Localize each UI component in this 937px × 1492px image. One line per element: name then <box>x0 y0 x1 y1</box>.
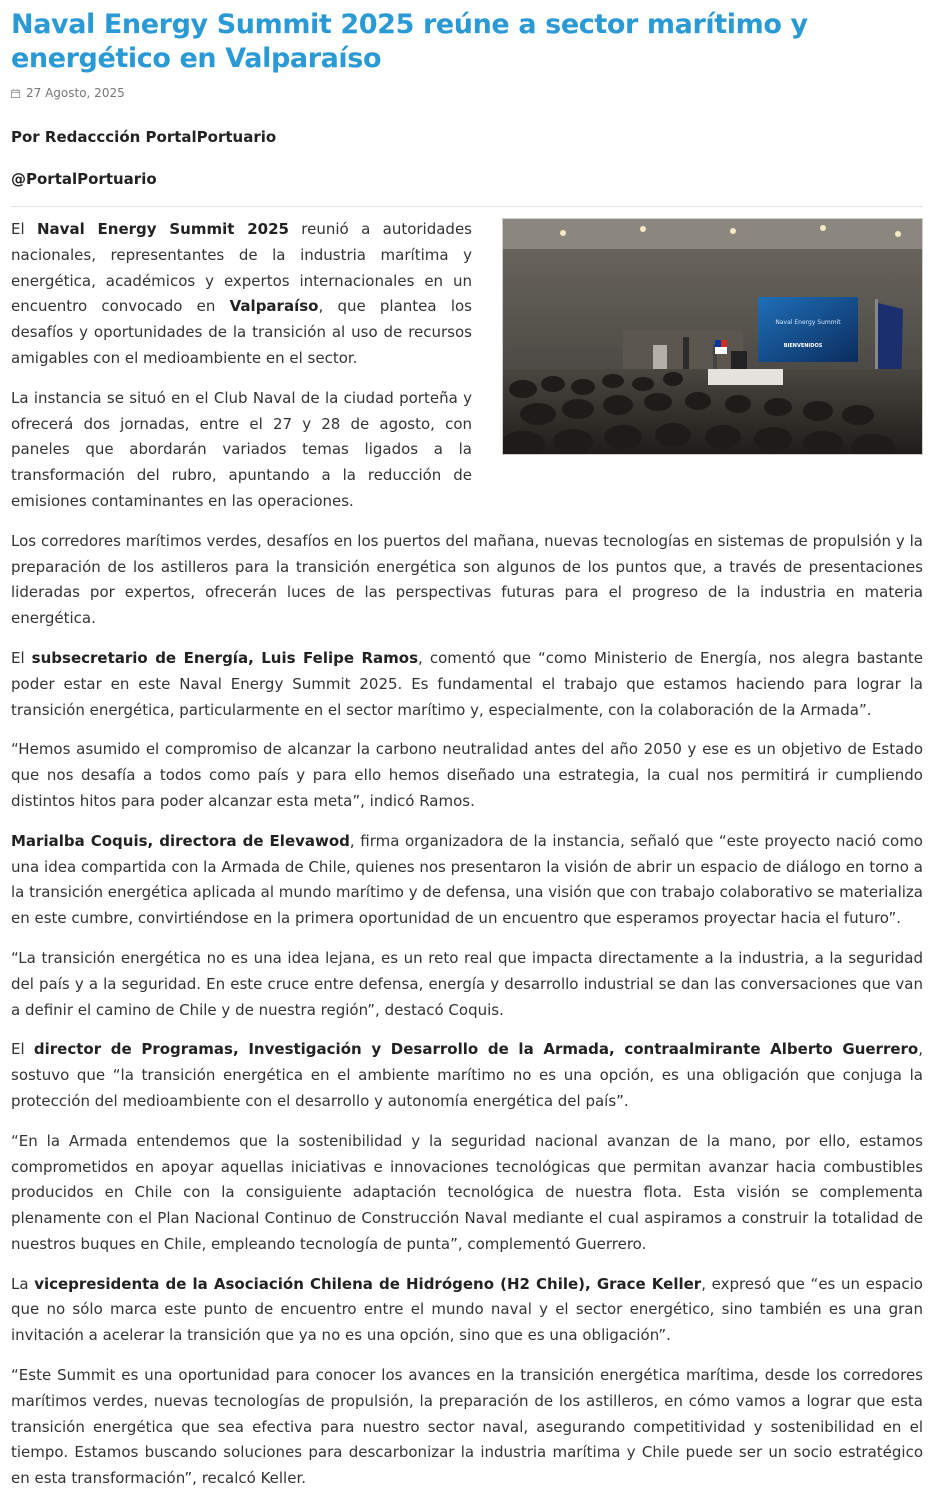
event-photo <box>502 218 923 455</box>
paragraph-6: Marialba Coquis, directora de Elevawod, firma organizadora de la instancia, señaló que “este proyecto nació como una idea compartida con la Armada de Chile, quienes nos presentaron la visión de abrir un espacio de diálogo en torno a la transición energética aplicada al mundo marítimo y de defensa, una visión que con trabajo colaborativo se materializa en este cumbre, convirtiéndose en la primera oportunidad de un encuentro que esperamos proyectar hacia el futuro”. <box>11 831 923 928</box>
paragraph-8: El director de Programas, Investigación y Desarrollo de la Armada, contraalmirante Alberto Guerrero, sostuvo que “la transición energética en el ambiente marítimo no es una opción, es una obligación que conjuga la protección del medioambiente con el desarrollo y autonomía energética del país”. <box>11 1040 923 1110</box>
screen-title: Naval Energy Summit <box>775 319 841 326</box>
date-text: 27 Agosto, 2025 <box>26 86 125 100</box>
paragraph-9: “En la Armada entendemos que la sostenibilidad y la seguridad nacional avanzan de la mano, por ello, estamos comprometidos en apoyar aquellas iniciativas e innovaciones tecnológicas que permitan avanzar hacia combustibles producidos en Chile con la consiguiente adaptación tecnológica de nuestra flota. Esta visión se complementa plenamente con el Plan Nacional Continuo de Construcción Naval mediante el cual aspiramos a construir la totalidad de nuestros buques en Chile, empleando tecnología de punta”, complementó Guerrero. <box>11 1131 923 1253</box>
header-divider <box>11 206 923 207</box>
conference-hall-image <box>503 219 922 454</box>
paragraph-7: “La transición energética no es una idea lejana, es un reto real que impacta directamente a la industria, a la seguridad del país y a la seguridad. En este cruce entre defensa, energía y desarrollo industrial se dan las conversaciones que van a definir el camino de Chile y de nuestra región”, destacó Coquis. <box>11 948 923 1019</box>
article-body <box>11 217 923 1492</box>
author-handle[interactable]: @PortalPortuario <box>11 170 157 188</box>
screen-subtitle: BIENVENIDOS <box>783 343 823 349</box>
paragraph-10: La vicepresidenta de la Asociación Chilena de Hidrógeno (H2 Chile), Grace Keller, expresó que “es un espacio que no sólo marca este punto de encuentro entre el mundo naval y el sector energético, sino también es una gran invitación a acelerar la transición que ya no es una opción, sino que es una obligación”. <box>11 1274 923 1345</box>
paragraph-2: La instancia se situó en el Club Naval de la ciudad porteña y ofrecerá dos jornadas, entre el 27 y 28 de agosto, con paneles que abordarán variados temas ligados a la transformación del rubro, apuntando a la reducción de emisiones contaminantes en las operaciones. <box>11 388 472 510</box>
article-title: Naval Energy Summit 2025 reúne a sector marítimo y energético en Valparaíso <box>11 9 808 74</box>
paragraph-3: Los corredores marítimos verdes, desafíos en los puertos del mañana, nuevas tecnologías en sistemas de propulsión y la preparación de los astilleros para la transición energética son algunos de los puntos que, a través de presentaciones lideradas por expertos, ofrecerán luces de las perspectivas futuras para el progreso de la industria en materia energética. <box>11 531 923 628</box>
author-byline: Por Redaccción PortalPortuario <box>11 128 277 146</box>
paragraph-1: El Naval Energy Summit 2025 reunió a autoridades nacionales, representantes de la industria marítima y energética, académicos y expertos internacionales en un encuentro convocado en Valparaíso, que plantea los desafíos y oportunidades de la transición al uso de recursos amigables con el medioambiente en el sector. <box>11 220 472 367</box>
paragraph-4: El subsecretario de Energía, Luis Felipe Ramos, comentó que “como Ministerio de Energía, nos alegra bastante poder estar en este Naval Energy Summit 2025. Es fundamental el trabajo que estamos haciendo para lograr la transición energética, particularmente en el sector marítimo y, especialmente, con la colaboración de la Armada”. <box>11 648 923 719</box>
paragraph-11: “Este Summit es una oportunidad para conocer los avances en la transición energética marítima, desde los corredores marítimos verdes, nuevas tecnologías de propulsión, la preparación de los astilleros, en cómo vamos a lograr que esta transición energética que sea efectiva para nuestro sector naval, asegurando competitividad y sostenibilidad en el tiempo. Estamos buscando soluciones para descarbonizar la industria marítima y Chile puede ser un socio estratégico en esta transformación”, recalcó Keller. <box>11 1366 923 1488</box>
calendar-icon <box>11 89 20 98</box>
article-date <box>11 86 923 100</box>
paragraph-5: “Hemos asumido el compromiso de alcanzar la carbono neutralidad antes del año 2050 y ese es un objetivo de Estado que nos desafía a todos como país y para ello hemos diseñado una estrategia, la cual nos permitirá ir cumpliendo distintos hitos para poder alcanzar esta meta”, indicó Ramos. <box>11 740 923 810</box>
